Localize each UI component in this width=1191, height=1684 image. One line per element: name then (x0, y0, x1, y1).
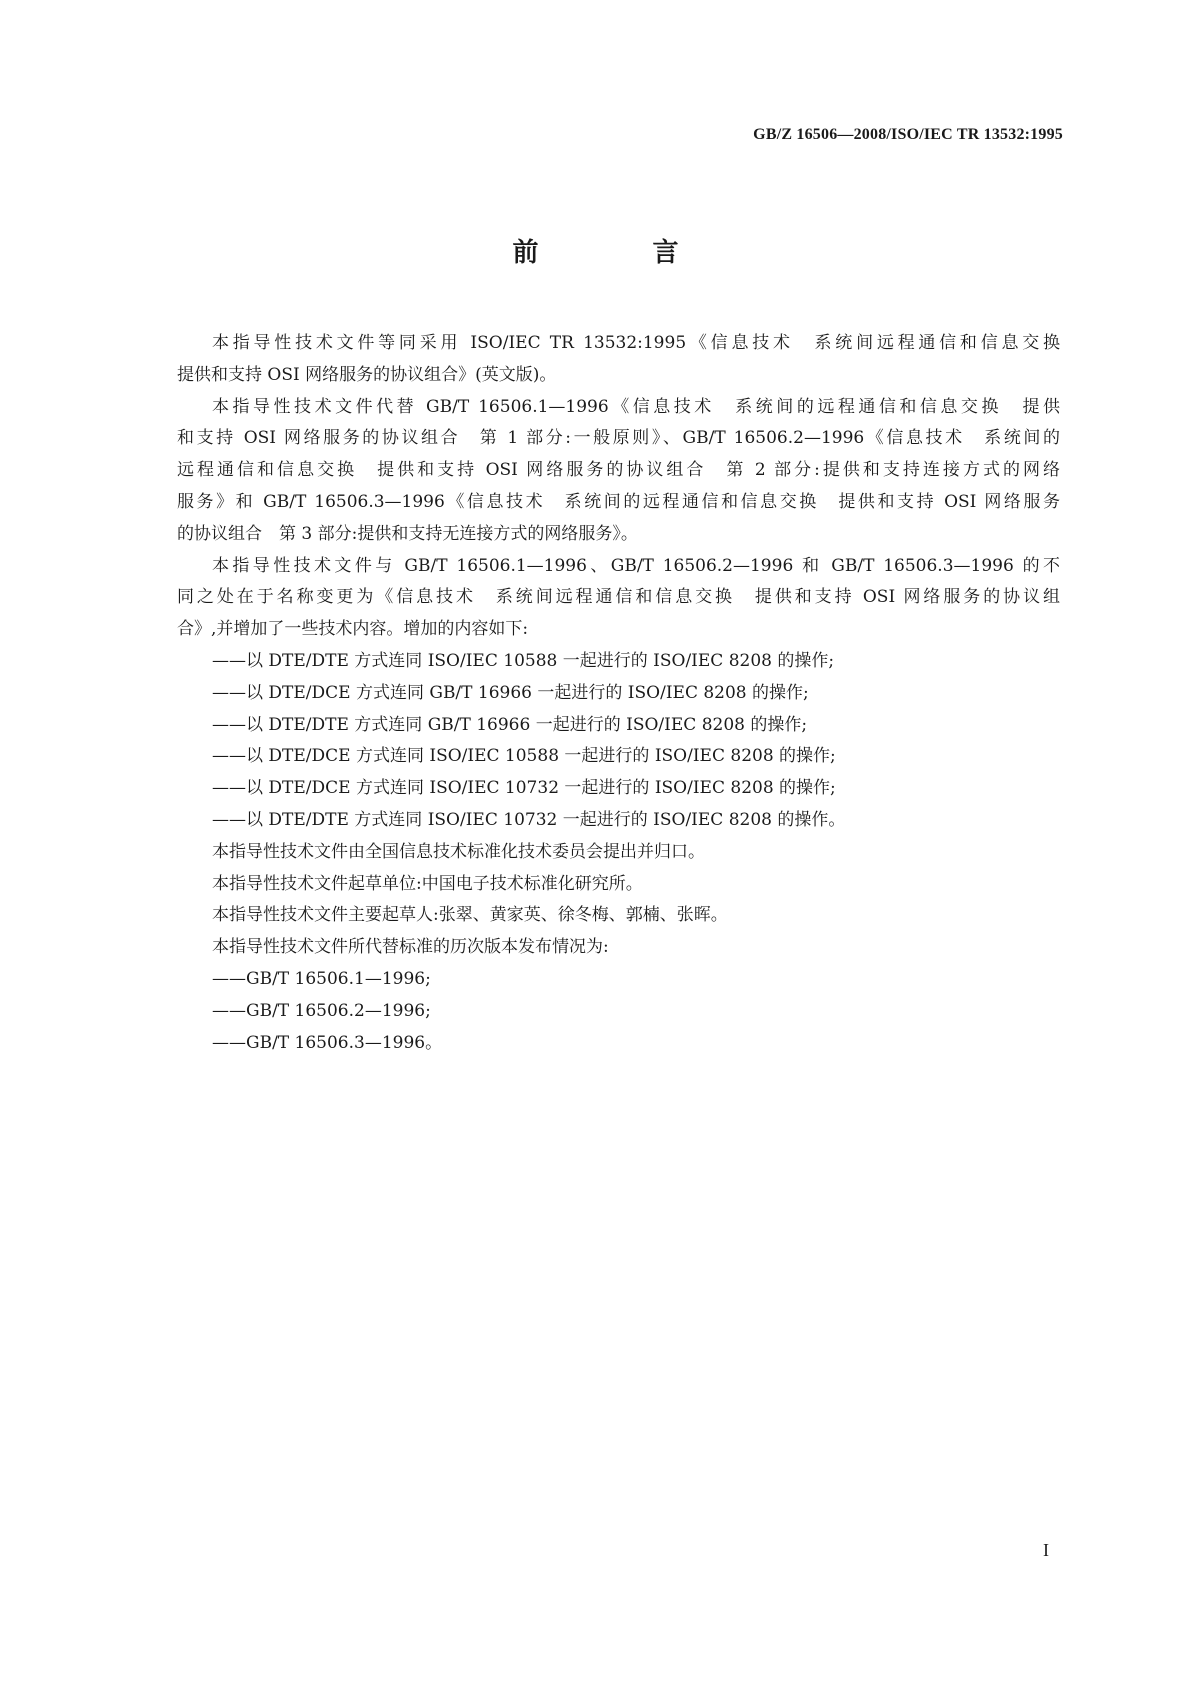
foreword-body (177, 328, 1060, 1059)
text-line: 本指导性技术文件代替 GB/T 16506.1—1996《信息技术 系统间的远程通信和信息交换 提供 (212, 396, 1060, 417)
text-line: ——GB/T 16506.2—1996; (212, 1000, 431, 1021)
text-line: ——以 DTE/DCE 方式连同 GB/T 16966 一起进行的 ISO/IEC 8208 的操作; (212, 682, 809, 703)
text-line: 和支持 OSI 网络服务的协议组合 第 1 部分:一般原则》、GB/T 16506.2—1996《信息技术 系统间的 (177, 428, 1060, 449)
text-line: ——以 DTE/DTE 方式连同 ISO/IEC 10732 一起进行的 ISO/IEC 8208 的操作。 (212, 809, 846, 830)
text-line: ——以 DTE/DCE 方式连同 ISO/IEC 10732 一起进行的 ISO/IEC 8208 的操作; (212, 778, 836, 799)
text-line: ——以 DTE/DCE 方式连同 ISO/IEC 10588 一起进行的 ISO/IEC 8208 的操作; (212, 746, 836, 767)
text-line: 本指导性技术文件与 GB/T 16506.1—1996、GB/T 16506.2—1996 和 GB/T 16506.3—1996 的不 (212, 555, 1060, 576)
text-line: 的协议组合 第 3 部分:提供和支持无连接方式的网络服务》。 (177, 523, 638, 544)
text-line: 本指导性技术文件起草单位:中国电子技术标准化研究所。 (212, 873, 643, 894)
text-line: 本指导性技术文件等同采用 ISO/IEC TR 13532:1995《信息技术 系统间远程通信和信息交换 (212, 333, 1060, 353)
text-line: 本指导性技术文件所代替标准的历次版本发布情况为: (212, 937, 609, 958)
text-line: 服务》和 GB/T 16506.3—1996《信息技术 系统间的远程通信和信息交换 提供和支持 OSI 网络服务 (177, 491, 1060, 512)
page-title: 前 言 (512, 238, 723, 268)
text-line: ——以 DTE/DTE 方式连同 GB/T 16966 一起进行的 ISO/IEC 8208 的操作; (212, 714, 808, 735)
text-line: ——以 DTE/DTE 方式连同 ISO/IEC 10588 一起进行的 ISO/IEC 8208 的操作; (212, 650, 835, 671)
document-code-header: GB/Z 16506—2008/ISO/IEC TR 13532:1995 (753, 126, 1063, 143)
text-line: 提供和支持 OSI 网络服务的协议组合》(英文版)。 (177, 364, 557, 385)
text-line: 远程通信和信息交换 提供和支持 OSI 网络服务的协议组合 第 2 部分:提供和支持连接方式的网络 (177, 460, 1060, 481)
text-line: 同之处在于名称变更为《信息技术 系统间远程通信和信息交换 提供和支持 OSI 网络服务的协议组 (177, 587, 1060, 608)
text-line: 本指导性技术文件由全国信息技术标准化技术委员会提出并归口。 (212, 841, 705, 862)
text-line: 本指导性技术文件主要起草人:张翠、黄家英、徐冬梅、郭楠、张晖。 (212, 905, 728, 926)
text-line: ——GB/T 16506.1—1996; (212, 968, 431, 989)
text-line: 合》,并增加了一些技术内容。增加的内容如下: (177, 619, 529, 640)
text-line: ——GB/T 16506.3—1996。 (212, 1032, 443, 1053)
page-number: I (1043, 1540, 1049, 1560)
